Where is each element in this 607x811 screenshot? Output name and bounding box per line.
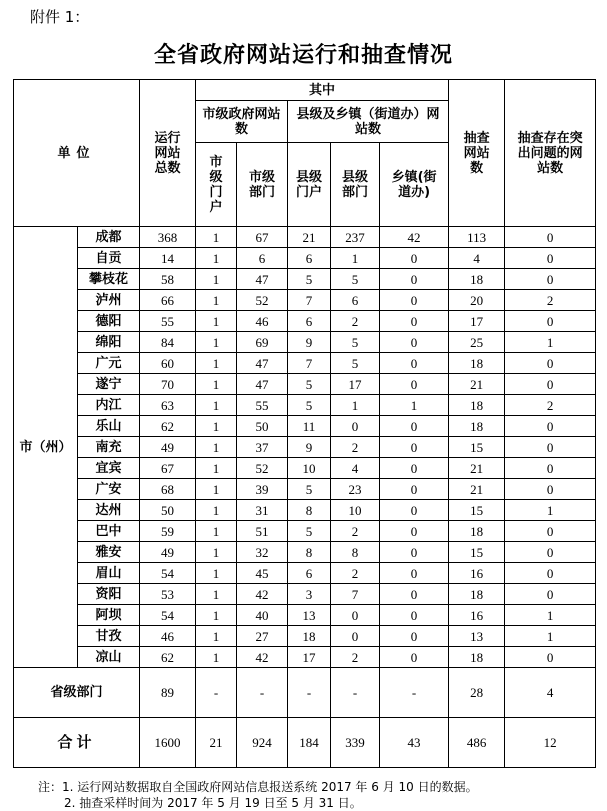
- table-row: [14, 353, 596, 374]
- table-row: [14, 647, 596, 668]
- cell-value: 0: [380, 290, 449, 311]
- cell-value: -: [288, 668, 331, 718]
- cell-value: 0: [505, 647, 596, 668]
- cell-value: 52: [237, 290, 288, 311]
- table-row: [14, 395, 596, 416]
- cell-value: 5: [331, 353, 380, 374]
- cell-value: 0: [380, 416, 449, 437]
- header-county-dept: 县级部门: [331, 143, 380, 227]
- cell-value: 11: [288, 416, 331, 437]
- city-name: 达州: [78, 500, 140, 521]
- cell-value: 62: [140, 647, 196, 668]
- cell-value: 2: [505, 395, 596, 416]
- cell-value: 20: [449, 290, 505, 311]
- cell-value: 0: [380, 311, 449, 332]
- city-name: 广安: [78, 479, 140, 500]
- cell-value: 4: [331, 458, 380, 479]
- cell-value: 0: [380, 563, 449, 584]
- attachment-label: 附件 1：: [30, 8, 90, 26]
- cell-value: 54: [140, 563, 196, 584]
- cell-value: 51: [237, 521, 288, 542]
- cell-value: 9: [288, 437, 331, 458]
- cell-value: 18: [449, 395, 505, 416]
- cell-value: 69: [237, 332, 288, 353]
- cell-value: 60: [140, 353, 196, 374]
- cell-value: 55: [140, 311, 196, 332]
- cell-value: 43: [380, 718, 449, 768]
- cell-value: 39: [237, 479, 288, 500]
- cell-value: 0: [380, 332, 449, 353]
- cell-value: 89: [140, 668, 196, 718]
- cell-value: 45: [237, 563, 288, 584]
- cell-value: 0: [505, 227, 596, 248]
- cell-value: 6: [288, 563, 331, 584]
- cell-value: 0: [505, 479, 596, 500]
- cell-value: 13: [449, 626, 505, 647]
- cell-value: 0: [505, 374, 596, 395]
- cell-value: 50: [237, 416, 288, 437]
- cell-value: 0: [380, 500, 449, 521]
- cell-value: 0: [380, 353, 449, 374]
- cell-value: 339: [331, 718, 380, 768]
- cell-value: 10: [288, 458, 331, 479]
- cell-value: 1: [196, 395, 237, 416]
- cell-value: 21: [288, 227, 331, 248]
- cell-value: 47: [237, 269, 288, 290]
- total-row: [14, 718, 596, 768]
- cell-value: -: [331, 668, 380, 718]
- cell-value: 0: [380, 605, 449, 626]
- cell-value: 53: [140, 584, 196, 605]
- cell-value: 1: [196, 332, 237, 353]
- footnotes: [38, 779, 478, 811]
- city-name: 内江: [78, 395, 140, 416]
- table-row: [14, 521, 596, 542]
- cell-value: 5: [288, 374, 331, 395]
- cell-value: 0: [380, 248, 449, 269]
- total-label: 合计: [14, 718, 140, 768]
- table-row: [14, 563, 596, 584]
- cell-value: 368: [140, 227, 196, 248]
- cell-value: 0: [380, 458, 449, 479]
- city-name: 凉山: [78, 647, 140, 668]
- cell-value: 12: [505, 718, 596, 768]
- city-name: 自贡: [78, 248, 140, 269]
- cell-value: 49: [140, 437, 196, 458]
- cell-value: 1: [196, 458, 237, 479]
- cell-value: 84: [140, 332, 196, 353]
- cell-value: 0: [505, 458, 596, 479]
- cell-value: 2: [331, 311, 380, 332]
- cell-value: 9: [288, 332, 331, 353]
- cell-value: 0: [505, 269, 596, 290]
- cell-value: 0: [331, 626, 380, 647]
- cell-value: 6: [237, 248, 288, 269]
- cell-value: 8: [288, 500, 331, 521]
- cell-value: 1: [196, 605, 237, 626]
- cell-value: 18: [449, 647, 505, 668]
- table-row: [14, 437, 596, 458]
- cell-value: 2: [505, 290, 596, 311]
- document-title: 全省政府网站运行和抽查情况: [153, 42, 453, 68]
- cell-value: 0: [505, 353, 596, 374]
- cell-value: 5: [288, 521, 331, 542]
- table-row: [14, 542, 596, 563]
- cell-value: 6: [331, 290, 380, 311]
- cell-value: 1600: [140, 718, 196, 768]
- footnote-1: 注：1. 运行网站数据取自全国政府网站信息报送系统 2017 年 6 月 10 日的数据。: [38, 780, 478, 794]
- cell-value: 0: [380, 521, 449, 542]
- cell-value: 0: [331, 416, 380, 437]
- cell-value: 113: [449, 227, 505, 248]
- table-row: [14, 458, 596, 479]
- cell-value: -: [237, 668, 288, 718]
- header-city-gov-sites: 市级政府网站数: [196, 101, 288, 143]
- city-name: 巴中: [78, 521, 140, 542]
- cell-value: 25: [449, 332, 505, 353]
- cell-value: 1: [196, 542, 237, 563]
- cell-value: 31: [237, 500, 288, 521]
- city-name: 资阳: [78, 584, 140, 605]
- cell-value: 1: [196, 311, 237, 332]
- cell-value: 1: [196, 374, 237, 395]
- cell-value: 5: [288, 269, 331, 290]
- cell-value: 66: [140, 290, 196, 311]
- cell-value: 23: [331, 479, 380, 500]
- cell-value: 5: [288, 479, 331, 500]
- cell-value: 42: [237, 584, 288, 605]
- cell-value: 1: [196, 584, 237, 605]
- cell-value: 1: [196, 248, 237, 269]
- header-total-running: 运行网站总数: [140, 80, 196, 227]
- cell-value: 8: [331, 542, 380, 563]
- cell-value: 18: [449, 584, 505, 605]
- cell-value: 18: [449, 416, 505, 437]
- cell-value: 18: [449, 353, 505, 374]
- cell-value: 0: [380, 647, 449, 668]
- cell-value: -: [380, 668, 449, 718]
- cell-value: 27: [237, 626, 288, 647]
- table-row: [14, 290, 596, 311]
- cell-value: 237: [331, 227, 380, 248]
- cell-value: 17: [449, 311, 505, 332]
- cell-value: 1: [196, 290, 237, 311]
- cell-value: 0: [505, 521, 596, 542]
- cell-value: 1: [196, 500, 237, 521]
- cell-value: 1: [196, 521, 237, 542]
- cell-value: 3: [288, 584, 331, 605]
- cell-value: 1: [331, 248, 380, 269]
- header-county-portal: 县级门户: [288, 143, 331, 227]
- provincial-label: 省级部门: [14, 668, 140, 718]
- city-name: 绵阳: [78, 332, 140, 353]
- cell-value: 2: [331, 521, 380, 542]
- city-name: 雅安: [78, 542, 140, 563]
- cell-value: 50: [140, 500, 196, 521]
- cell-value: 16: [449, 563, 505, 584]
- cell-value: 62: [140, 416, 196, 437]
- cell-value: 63: [140, 395, 196, 416]
- cell-value: 1: [196, 479, 237, 500]
- city-name: 眉山: [78, 563, 140, 584]
- cell-value: 1: [196, 626, 237, 647]
- header-county-town-sites: 县级及乡镇（街道办）网站数: [288, 101, 449, 143]
- cell-value: 0: [380, 437, 449, 458]
- city-name: 甘孜: [78, 626, 140, 647]
- cell-value: 16: [449, 605, 505, 626]
- cell-value: 59: [140, 521, 196, 542]
- cell-value: 0: [505, 437, 596, 458]
- cell-value: 70: [140, 374, 196, 395]
- cell-value: 67: [140, 458, 196, 479]
- cell-value: 49: [140, 542, 196, 563]
- header-unit: 单位: [14, 80, 140, 227]
- cell-value: 18: [449, 269, 505, 290]
- header-city-portal: 市级门户: [196, 143, 237, 227]
- cell-value: 0: [380, 269, 449, 290]
- cell-value: 1: [505, 605, 596, 626]
- provincial-row: [14, 668, 596, 718]
- cell-value: 1: [196, 353, 237, 374]
- header-town-street: 乡镇(街道办): [380, 143, 449, 227]
- cell-value: 1: [505, 500, 596, 521]
- cell-value: 4: [449, 248, 505, 269]
- city-name: 南充: [78, 437, 140, 458]
- table-row: [14, 311, 596, 332]
- table-row: [14, 248, 596, 269]
- cell-value: 68: [140, 479, 196, 500]
- cell-value: 5: [331, 269, 380, 290]
- city-name: 攀枝花: [78, 269, 140, 290]
- cell-value: 184: [288, 718, 331, 768]
- cell-value: 10: [331, 500, 380, 521]
- cell-value: 2: [331, 563, 380, 584]
- cell-value: 1: [505, 332, 596, 353]
- cell-value: 32: [237, 542, 288, 563]
- cell-value: 2: [331, 437, 380, 458]
- header-sampled-issues: 抽查存在突出问题的网站数: [505, 80, 596, 227]
- table-row: [14, 479, 596, 500]
- footnote-2: 2. 抽查采样时间为 2017 年 5 月 19 日至 5 月 31 日。: [64, 796, 362, 810]
- cell-value: 1: [196, 227, 237, 248]
- cell-value: 47: [237, 353, 288, 374]
- cell-value: 7: [288, 353, 331, 374]
- cell-value: 67: [237, 227, 288, 248]
- city-name: 成都: [78, 227, 140, 248]
- cell-value: 0: [380, 542, 449, 563]
- cell-value: 17: [331, 374, 380, 395]
- cell-value: 15: [449, 437, 505, 458]
- table-row: [14, 374, 596, 395]
- cell-value: 54: [140, 605, 196, 626]
- cell-value: 7: [331, 584, 380, 605]
- table-row: [14, 605, 596, 626]
- cell-value: 486: [449, 718, 505, 768]
- cell-value: 1: [196, 437, 237, 458]
- city-name: 泸州: [78, 290, 140, 311]
- cell-value: -: [196, 668, 237, 718]
- city-name: 乐山: [78, 416, 140, 437]
- cell-value: 7: [288, 290, 331, 311]
- table-row: [14, 332, 596, 353]
- cell-value: 1: [331, 395, 380, 416]
- cell-value: 1: [196, 416, 237, 437]
- website-stats-table: [13, 79, 596, 768]
- cell-value: 14: [140, 248, 196, 269]
- cell-value: 0: [505, 416, 596, 437]
- cell-value: 2: [331, 647, 380, 668]
- cell-value: 0: [505, 584, 596, 605]
- city-name: 阿坝: [78, 605, 140, 626]
- city-name: 遂宁: [78, 374, 140, 395]
- cell-value: 15: [449, 500, 505, 521]
- table-row: [14, 227, 596, 248]
- city-name: 德阳: [78, 311, 140, 332]
- cell-value: 18: [449, 521, 505, 542]
- header-sampled: 抽查网站数: [449, 80, 505, 227]
- table-row: [14, 416, 596, 437]
- cell-value: 0: [505, 542, 596, 563]
- cell-value: 0: [380, 584, 449, 605]
- cell-value: 15: [449, 542, 505, 563]
- table-row: [14, 500, 596, 521]
- cell-value: 17: [288, 647, 331, 668]
- header-city-dept: 市级部门: [237, 143, 288, 227]
- cell-value: 5: [288, 395, 331, 416]
- table-row: [14, 269, 596, 290]
- cell-value: 13: [288, 605, 331, 626]
- cell-value: 40: [237, 605, 288, 626]
- cell-value: 4: [505, 668, 596, 718]
- cell-value: 21: [449, 374, 505, 395]
- cell-value: 6: [288, 248, 331, 269]
- table-row: [14, 626, 596, 647]
- cell-value: 1: [380, 395, 449, 416]
- cell-value: 21: [449, 479, 505, 500]
- cell-value: 21: [449, 458, 505, 479]
- cell-value: 924: [237, 718, 288, 768]
- cell-value: 1: [196, 269, 237, 290]
- cell-value: 42: [237, 647, 288, 668]
- cell-value: 8: [288, 542, 331, 563]
- header-of-which: 其中: [196, 80, 449, 101]
- cell-value: 5: [331, 332, 380, 353]
- cell-value: 46: [237, 311, 288, 332]
- cell-value: 28: [449, 668, 505, 718]
- cell-value: 0: [380, 479, 449, 500]
- cell-value: 1: [505, 626, 596, 647]
- cell-value: 6: [288, 311, 331, 332]
- cell-value: 18: [288, 626, 331, 647]
- city-name: 宜宾: [78, 458, 140, 479]
- table-row: [14, 584, 596, 605]
- cell-value: 46: [140, 626, 196, 647]
- cell-value: 42: [380, 227, 449, 248]
- cell-value: 47: [237, 374, 288, 395]
- cell-value: 0: [505, 311, 596, 332]
- cell-value: 52: [237, 458, 288, 479]
- group-label-city: 市（州）: [14, 227, 78, 668]
- cell-value: 55: [237, 395, 288, 416]
- cell-value: 37: [237, 437, 288, 458]
- cell-value: 0: [505, 248, 596, 269]
- cell-value: 0: [380, 626, 449, 647]
- cell-value: 1: [196, 563, 237, 584]
- cell-value: 0: [505, 563, 596, 584]
- cell-value: 0: [380, 374, 449, 395]
- cell-value: 21: [196, 718, 237, 768]
- cell-value: 58: [140, 269, 196, 290]
- city-name: 广元: [78, 353, 140, 374]
- cell-value: 1: [196, 647, 237, 668]
- cell-value: 0: [331, 605, 380, 626]
